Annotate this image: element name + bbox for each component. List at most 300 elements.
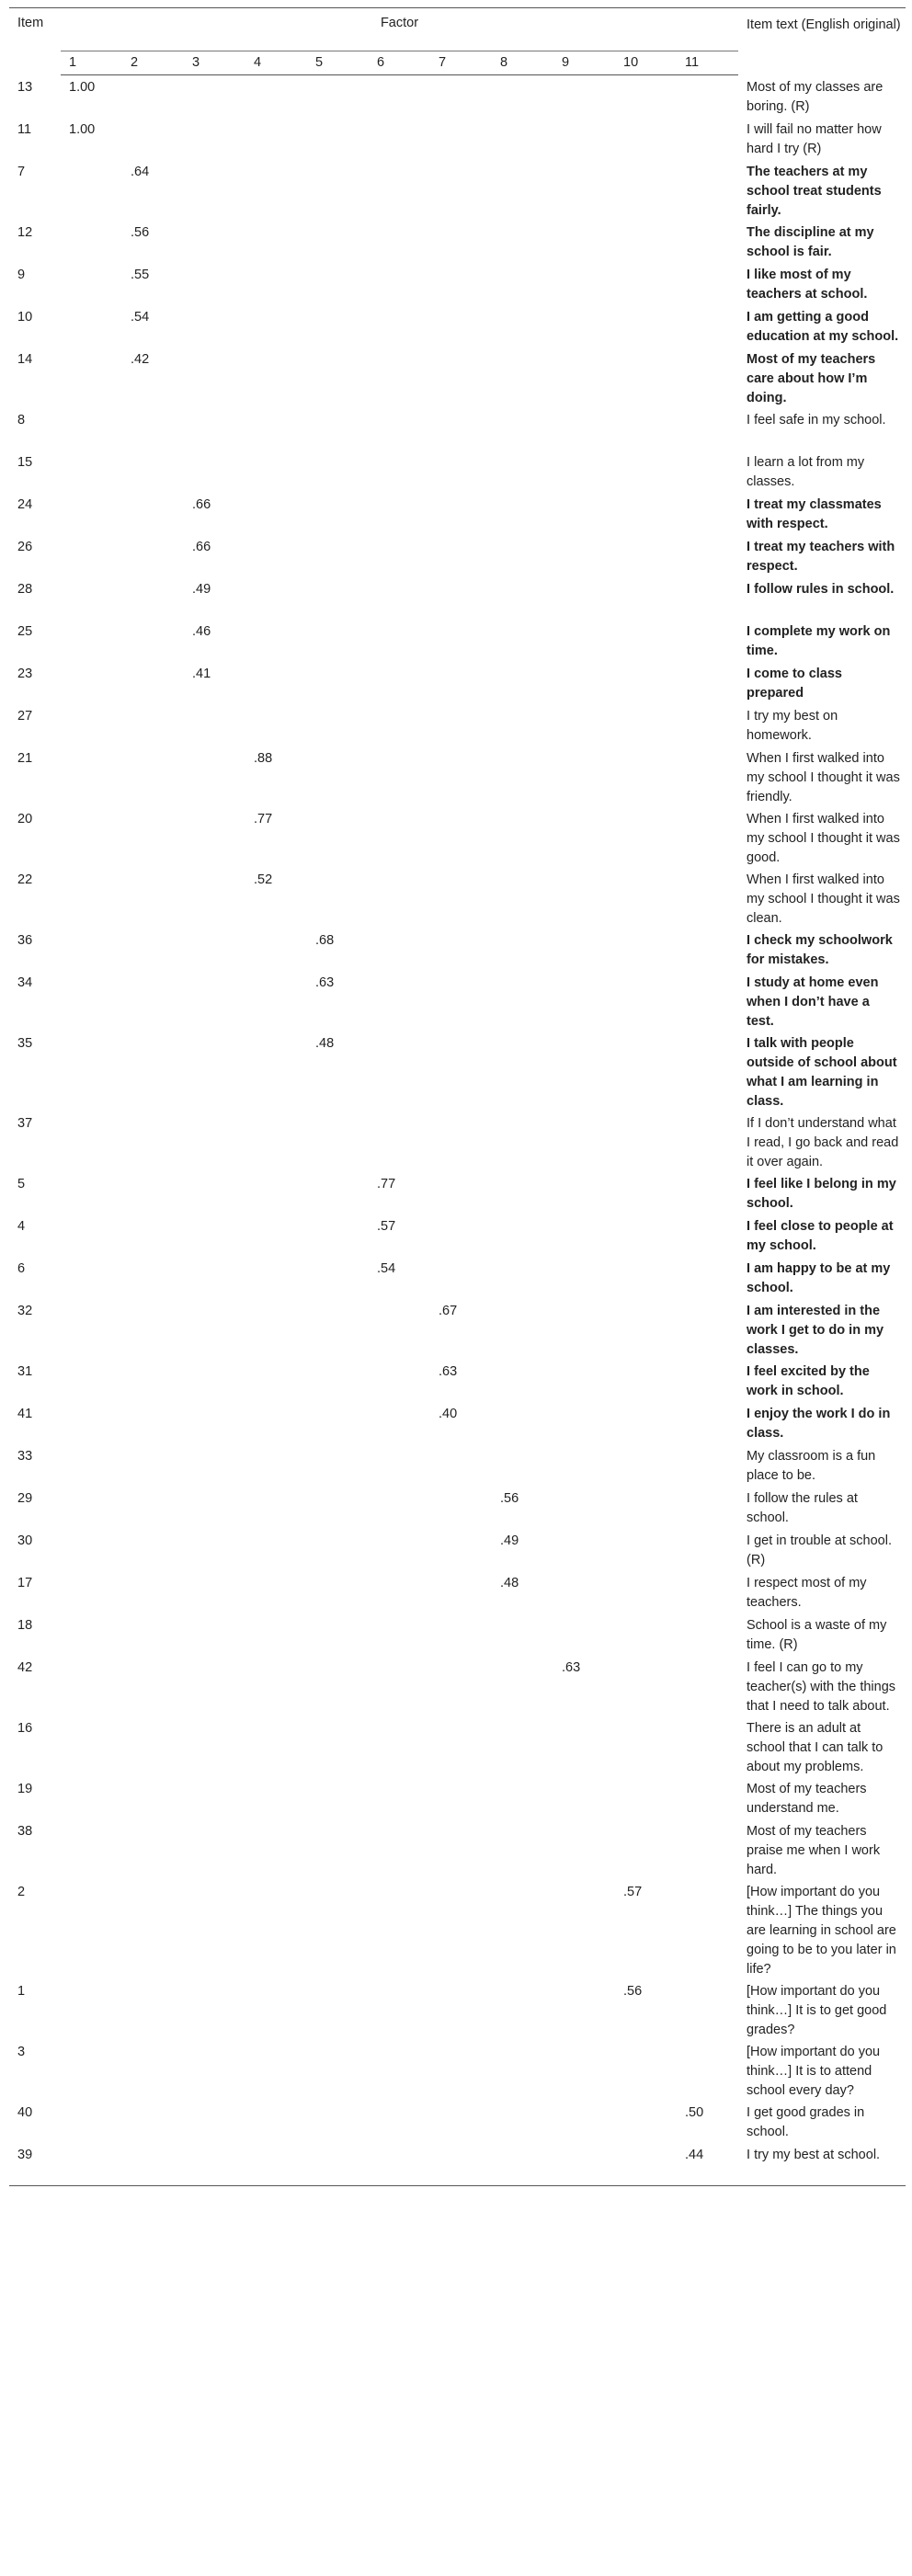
loading-cell: .49 xyxy=(192,581,211,597)
loading-cell xyxy=(492,450,553,493)
loading-cell xyxy=(122,2143,184,2186)
item-number-cell: 1 xyxy=(17,1983,26,1999)
item-text-cell: [How important do you think…] It is to attend school every day? xyxy=(747,2044,881,2098)
loading-cell xyxy=(245,577,307,620)
item-number-cell: 40 xyxy=(17,2104,33,2120)
loading-cell xyxy=(122,1571,184,1613)
loading-cell xyxy=(307,1777,369,1819)
loading-cell xyxy=(307,2143,369,2186)
loading-cell xyxy=(307,1571,369,1613)
loading-cell xyxy=(61,1111,122,1172)
table-row xyxy=(9,160,906,221)
loading-cell xyxy=(184,1487,245,1529)
loading-cell xyxy=(122,535,184,577)
loading-cell xyxy=(369,807,430,868)
loading-cell xyxy=(430,577,492,620)
loading-cell xyxy=(369,1979,430,2040)
loading-cell xyxy=(615,1402,677,1444)
table-row xyxy=(9,1444,906,1487)
item-text-cell: When I first walked into my school I thought it was clean. xyxy=(747,872,900,926)
loading-cell xyxy=(369,263,430,305)
loading-cell xyxy=(553,2101,615,2143)
loading-cell xyxy=(184,807,245,868)
loading-cell xyxy=(184,263,245,305)
loading-cell xyxy=(553,1111,615,1172)
loading-cell xyxy=(245,450,307,493)
loading-cell xyxy=(430,1444,492,1487)
loading-cell xyxy=(184,118,245,160)
loading-cell xyxy=(615,535,677,577)
loading-cell xyxy=(492,1360,553,1402)
loading-cell xyxy=(61,747,122,807)
loading-cell xyxy=(615,1032,677,1111)
item-number-cell: 38 xyxy=(17,1823,33,1839)
loading-cell xyxy=(369,305,430,348)
loading-cell xyxy=(61,2101,122,2143)
item-text-cell: I am interested in the work I get to do in my classes. xyxy=(747,1303,884,1357)
item-text-cell: I enjoy the work I do in class. xyxy=(747,1406,891,1441)
loading-cell xyxy=(369,2101,430,2143)
loading-cell xyxy=(61,929,122,971)
loading-cell xyxy=(615,1819,677,1880)
loading-cell xyxy=(615,577,677,620)
item-text-cell: I study at home even when I don’t have a test. xyxy=(747,975,879,1029)
item-number-cell: 20 xyxy=(17,811,33,826)
loading-cell xyxy=(61,807,122,868)
loading-cell xyxy=(430,971,492,1032)
item-text-cell: I come to class prepared xyxy=(747,666,842,701)
loading-cell xyxy=(615,747,677,807)
item-number-cell: 18 xyxy=(17,1617,33,1633)
header-row xyxy=(9,8,906,51)
loading-cell xyxy=(184,348,245,408)
loading-cell xyxy=(184,1402,245,1444)
loading-cell xyxy=(184,450,245,493)
table-row xyxy=(9,493,906,535)
item-text-cell: I complete my work on time. xyxy=(747,623,891,658)
loading-cell xyxy=(430,1656,492,1716)
loading-cell xyxy=(61,1257,122,1299)
loading-cell xyxy=(61,1487,122,1529)
table-row xyxy=(9,929,906,971)
loading-cell xyxy=(492,1257,553,1299)
factor-number-header: 11 xyxy=(677,51,738,75)
loading-cell xyxy=(430,1880,492,1979)
loading-cell xyxy=(492,221,553,263)
loading-cell: 1.00 xyxy=(69,80,96,95)
loading-cell xyxy=(615,1656,677,1716)
loading-cell xyxy=(677,662,738,704)
item-text-cell: Most of my teachers praise me when I work hard. xyxy=(747,1823,881,1877)
loading-cell xyxy=(553,305,615,348)
table-row xyxy=(9,1487,906,1529)
loading-cell xyxy=(184,2040,245,2101)
item-number-cell: 3 xyxy=(17,2044,26,2059)
loading-cell xyxy=(184,1880,245,1979)
loading-cell xyxy=(492,493,553,535)
table-row xyxy=(9,1777,906,1819)
loading-cell xyxy=(307,221,369,263)
loading-cell xyxy=(369,160,430,221)
loading-cell xyxy=(184,929,245,971)
loading-cell xyxy=(492,408,553,450)
table-row xyxy=(9,535,906,577)
loading-cell xyxy=(61,1880,122,1979)
loading-cell xyxy=(369,348,430,408)
loading-cell xyxy=(369,2040,430,2101)
loading-cell xyxy=(369,704,430,747)
loading-cell xyxy=(369,1299,430,1360)
loading-cell xyxy=(61,348,122,408)
item-column-header: Item xyxy=(9,8,61,75)
loading-cell: .54 xyxy=(131,309,150,325)
loading-cell xyxy=(307,747,369,807)
loading-cell xyxy=(677,620,738,662)
loading-cell: .44 xyxy=(677,2143,738,2186)
loading-cell xyxy=(492,2101,553,2143)
loading-cell: .66 xyxy=(192,496,211,512)
loading-cell xyxy=(122,1819,184,1880)
loading-cell xyxy=(307,263,369,305)
loading-cell xyxy=(492,1172,553,1214)
loading-cell xyxy=(369,1360,430,1402)
loading-cell xyxy=(307,1444,369,1487)
loading-cell: .52 xyxy=(254,872,273,887)
loading-cell xyxy=(61,1979,122,2040)
loading-cell xyxy=(677,160,738,221)
loading-cell xyxy=(369,1656,430,1716)
loading-cell: .63 xyxy=(315,975,335,990)
loading-cell xyxy=(492,620,553,662)
loading-cell xyxy=(61,704,122,747)
factor-loadings-table-container xyxy=(9,7,906,2186)
loading-cell xyxy=(430,450,492,493)
loading-cell: .56 xyxy=(500,1490,519,1506)
loading-cell xyxy=(553,408,615,450)
loading-cell xyxy=(430,118,492,160)
loading-cell xyxy=(307,1613,369,1656)
loading-cell xyxy=(307,1172,369,1214)
factor-loadings-table xyxy=(9,7,906,2186)
loading-cell xyxy=(615,1111,677,1172)
loading-cell xyxy=(307,1487,369,1529)
loading-cell xyxy=(430,263,492,305)
loading-cell xyxy=(369,1613,430,1656)
table-row xyxy=(9,1214,906,1257)
loading-cell xyxy=(307,577,369,620)
loading-cell xyxy=(184,305,245,348)
loading-cell xyxy=(553,1979,615,2040)
loading-cell xyxy=(677,221,738,263)
loading-cell xyxy=(122,2040,184,2101)
loading-cell: .67 xyxy=(439,1303,458,1318)
loading-cell xyxy=(369,1487,430,1529)
loading-cell: .48 xyxy=(500,1575,519,1590)
loading-cell xyxy=(430,408,492,450)
loading-cell xyxy=(430,1172,492,1214)
item-text-cell: If I don’t understand what I read, I go back and read it over again. xyxy=(747,1115,899,1169)
loading-cell xyxy=(615,408,677,450)
loading-cell xyxy=(245,1656,307,1716)
loading-cell: .56 xyxy=(131,224,150,240)
loading-cell xyxy=(369,118,430,160)
item-number-cell: 41 xyxy=(17,1406,33,1421)
loading-cell xyxy=(122,1777,184,1819)
loading-cell xyxy=(245,1360,307,1402)
loading-cell xyxy=(245,1032,307,1111)
loading-cell xyxy=(307,1360,369,1402)
loading-cell xyxy=(307,1257,369,1299)
loading-cell xyxy=(553,221,615,263)
loading-cell xyxy=(492,1444,553,1487)
loading-cell xyxy=(184,75,245,118)
loading-cell xyxy=(615,1529,677,1571)
loading-cell xyxy=(245,2040,307,2101)
loading-cell xyxy=(245,1487,307,1529)
loading-cell xyxy=(245,221,307,263)
factor-number-header: 10 xyxy=(615,51,677,75)
loading-cell xyxy=(553,493,615,535)
table-row xyxy=(9,1032,906,1111)
loading-cell xyxy=(307,1819,369,1880)
item-text-cell: I am happy to be at my school. xyxy=(747,1260,891,1295)
loading-cell xyxy=(369,747,430,807)
loading-cell xyxy=(615,807,677,868)
loading-cell xyxy=(122,408,184,450)
loading-cell xyxy=(677,1777,738,1819)
loading-cell xyxy=(553,1214,615,1257)
loading-cell xyxy=(430,2143,492,2186)
loading-cell xyxy=(553,1032,615,1111)
loading-cell xyxy=(492,662,553,704)
loading-cell xyxy=(553,1613,615,1656)
loading-cell xyxy=(245,348,307,408)
factor-number-header: 2 xyxy=(122,51,184,75)
loading-cell xyxy=(492,118,553,160)
loading-cell xyxy=(307,75,369,118)
loading-cell xyxy=(245,160,307,221)
loading-cell xyxy=(553,263,615,305)
item-text-cell: I am getting a good education at my school. xyxy=(747,309,899,344)
item-text-cell: When I first walked into my school I thought it was friendly. xyxy=(747,750,900,804)
table-row xyxy=(9,408,906,450)
loading-cell xyxy=(430,75,492,118)
loading-cell xyxy=(369,408,430,450)
loading-cell xyxy=(307,1880,369,1979)
factor-number-header: 4 xyxy=(245,51,307,75)
loading-cell xyxy=(430,1613,492,1656)
item-number-cell: 2 xyxy=(17,1884,26,1899)
item-text-cell: I feel like I belong in my school. xyxy=(747,1176,896,1211)
loading-cell xyxy=(615,620,677,662)
loading-cell xyxy=(615,1214,677,1257)
loading-cell xyxy=(184,1299,245,1360)
loading-cell xyxy=(430,662,492,704)
loading-cell xyxy=(184,1656,245,1716)
item-number-cell: 13 xyxy=(17,79,33,95)
loading-cell xyxy=(430,1979,492,2040)
item-number-cell: 39 xyxy=(9,2143,61,2186)
loading-cell xyxy=(492,535,553,577)
loading-cell xyxy=(184,1111,245,1172)
loading-cell xyxy=(430,535,492,577)
table-row xyxy=(9,2143,906,2186)
loading-cell xyxy=(615,971,677,1032)
table-header xyxy=(9,8,906,75)
loading-cell xyxy=(492,2143,553,2186)
loading-cell xyxy=(430,929,492,971)
loading-cell xyxy=(245,1777,307,1819)
loading-cell xyxy=(184,221,245,263)
loading-cell xyxy=(307,1402,369,1444)
loading-cell xyxy=(553,75,615,118)
loading-cell xyxy=(122,1257,184,1299)
loading-cell: .42 xyxy=(131,351,150,367)
item-number-cell: 21 xyxy=(17,750,33,766)
loading-cell xyxy=(615,118,677,160)
loading-cell: .50 xyxy=(685,2104,704,2120)
loading-cell xyxy=(122,704,184,747)
item-number-cell: 9 xyxy=(17,267,26,282)
loading-cell: .68 xyxy=(315,932,335,948)
loading-cell xyxy=(245,1613,307,1656)
loading-cell xyxy=(492,160,553,221)
item-number-cell: 42 xyxy=(17,1659,33,1675)
loading-cell xyxy=(615,75,677,118)
loading-cell xyxy=(553,1444,615,1487)
loading-cell xyxy=(61,1716,122,1777)
item-number-cell: 35 xyxy=(17,1035,33,1051)
loading-cell xyxy=(184,1819,245,1880)
loading-cell xyxy=(184,1214,245,1257)
item-text-cell: I talk with people outside of school about what I am learning in class. xyxy=(747,1035,897,1109)
item-text-cell: School is a waste of my time. (R) xyxy=(747,1617,887,1652)
item-number-cell: 22 xyxy=(17,872,33,887)
loading-cell xyxy=(122,450,184,493)
item-text-cell: There is an adult at school that I can talk to about my problems. xyxy=(747,1720,884,1774)
loading-cell xyxy=(677,971,738,1032)
loading-cell xyxy=(369,493,430,535)
loading-cell xyxy=(122,577,184,620)
table-row xyxy=(9,263,906,305)
item-number-cell: 33 xyxy=(17,1448,33,1464)
loading-cell xyxy=(615,1613,677,1656)
loading-cell xyxy=(122,1716,184,1777)
loading-cell xyxy=(61,1172,122,1214)
loading-cell: 1.00 xyxy=(69,121,96,137)
loading-cell xyxy=(122,2101,184,2143)
loading-cell xyxy=(492,1880,553,1979)
item-number-cell: 26 xyxy=(17,539,33,554)
loading-cell xyxy=(307,160,369,221)
loading-cell xyxy=(615,1172,677,1214)
loading-cell xyxy=(677,1716,738,1777)
loading-cell xyxy=(61,305,122,348)
loading-cell xyxy=(184,1529,245,1571)
loading-cell xyxy=(184,1613,245,1656)
item-text-cell: I get good grades in school. xyxy=(747,2104,865,2139)
loading-cell xyxy=(122,971,184,1032)
item-number-cell: 36 xyxy=(17,932,33,948)
loading-cell xyxy=(184,971,245,1032)
item-text-cell: I try my best at school. xyxy=(738,2143,906,2186)
loading-cell xyxy=(615,1444,677,1487)
loading-cell xyxy=(184,1979,245,2040)
loading-cell xyxy=(61,1529,122,1571)
loading-cell xyxy=(184,1716,245,1777)
loading-cell: .57 xyxy=(377,1218,396,1234)
loading-cell: .54 xyxy=(377,1260,396,1276)
loading-cell xyxy=(677,2040,738,2101)
loading-cell xyxy=(369,1402,430,1444)
loading-cell xyxy=(677,118,738,160)
loading-cell xyxy=(553,1529,615,1571)
loading-cell: .77 xyxy=(254,811,273,826)
loading-cell xyxy=(245,1979,307,2040)
loading-cell xyxy=(553,971,615,1032)
item-text-cell: The teachers at my school treat students fairly. xyxy=(747,164,882,218)
loading-cell xyxy=(553,2143,615,2186)
loading-cell xyxy=(553,704,615,747)
loading-cell xyxy=(245,535,307,577)
loading-cell xyxy=(430,2040,492,2101)
loading-cell: .56 xyxy=(623,1983,643,1999)
loading-cell xyxy=(369,929,430,971)
loading-cell xyxy=(677,1299,738,1360)
item-number-cell: 34 xyxy=(17,975,33,990)
factor-column-header: Factor xyxy=(61,8,738,51)
loading-cell: .77 xyxy=(377,1176,396,1191)
loading-cell: .88 xyxy=(254,750,273,766)
table-row xyxy=(9,1172,906,1214)
loading-cell xyxy=(307,348,369,408)
loading-cell xyxy=(369,1777,430,1819)
loading-cell xyxy=(430,1716,492,1777)
loading-cell xyxy=(122,1529,184,1571)
loading-cell xyxy=(553,662,615,704)
loading-cell xyxy=(245,1444,307,1487)
loading-cell xyxy=(184,160,245,221)
item-text-cell: I respect most of my teachers. xyxy=(747,1575,867,1610)
table-row xyxy=(9,620,906,662)
table-body xyxy=(9,75,906,2186)
item-number-cell: 32 xyxy=(17,1303,33,1318)
loading-cell xyxy=(492,807,553,868)
loading-cell xyxy=(430,1529,492,1571)
loading-cell xyxy=(553,747,615,807)
loading-cell xyxy=(245,1111,307,1172)
loading-cell xyxy=(430,1487,492,1529)
loading-cell xyxy=(245,408,307,450)
loading-cell xyxy=(122,807,184,868)
factor-number-header: 5 xyxy=(307,51,369,75)
loading-cell xyxy=(307,408,369,450)
loading-cell xyxy=(677,1257,738,1299)
loading-cell xyxy=(615,662,677,704)
loading-cell xyxy=(61,1571,122,1613)
loading-cell xyxy=(307,493,369,535)
item-text-cell: I check my schoolwork for mistakes. xyxy=(747,932,893,967)
loading-cell xyxy=(430,1111,492,1172)
table-row xyxy=(9,704,906,747)
loading-cell xyxy=(61,620,122,662)
factor-number-header: 3 xyxy=(184,51,245,75)
table-row xyxy=(9,2101,906,2143)
loading-cell xyxy=(553,577,615,620)
loading-cell xyxy=(492,929,553,971)
loading-cell xyxy=(61,1777,122,1819)
loading-cell xyxy=(245,1571,307,1613)
